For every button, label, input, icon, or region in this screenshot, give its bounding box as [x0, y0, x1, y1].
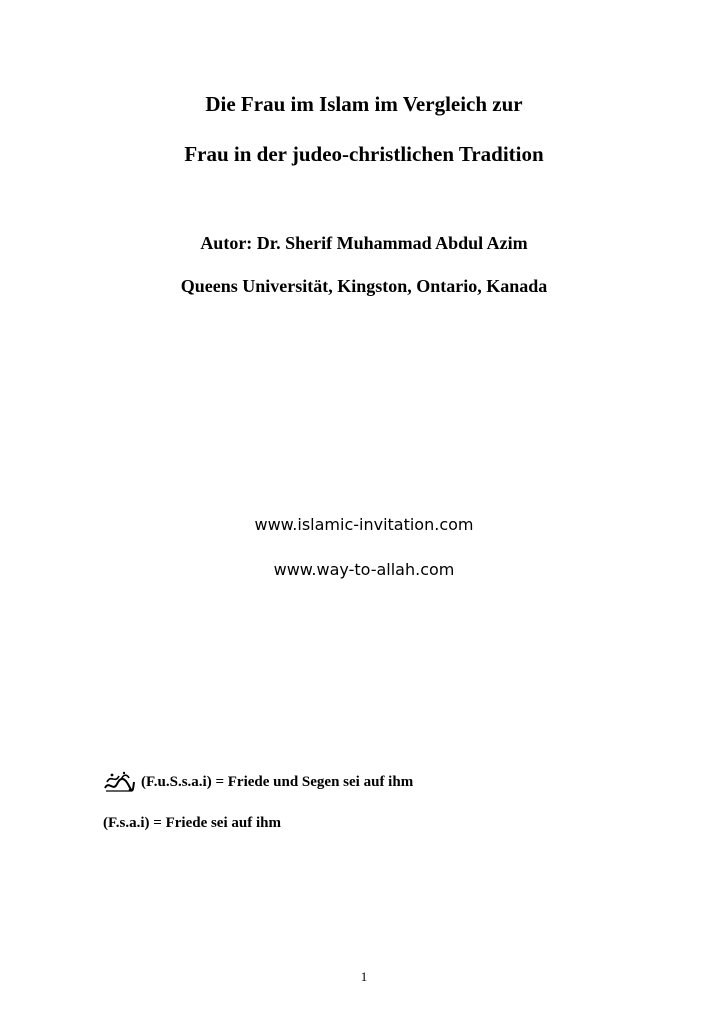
website-link-2[interactable]: www.way-to-allah.com — [273, 560, 455, 579]
abbreviation-note-1 — [103, 769, 413, 795]
title-line-1: Die Frau im Islam im Vergleich zur — [205, 92, 523, 116]
abbreviation-note-2: (F.s.a.i) = Friede sei auf ihm — [103, 815, 281, 831]
abbreviation-note-1-text: (F.u.S.s.a.i) = Friede und Segen sei auf ihm — [141, 774, 414, 790]
page-number: 1 — [360, 969, 368, 984]
website-link-1[interactable]: www.islamic-invitation.com — [254, 515, 474, 534]
arabic-calligraphy-icon — [103, 770, 135, 794]
title-line-2: Frau in der judeo-christlichen Tradition — [184, 142, 544, 166]
affiliation-line: Queens Universität, Kingston, Ontario, Kanada — [180, 276, 548, 296]
author-line: Autor: Dr. Sherif Muhammad Abdul Azim — [200, 233, 528, 253]
